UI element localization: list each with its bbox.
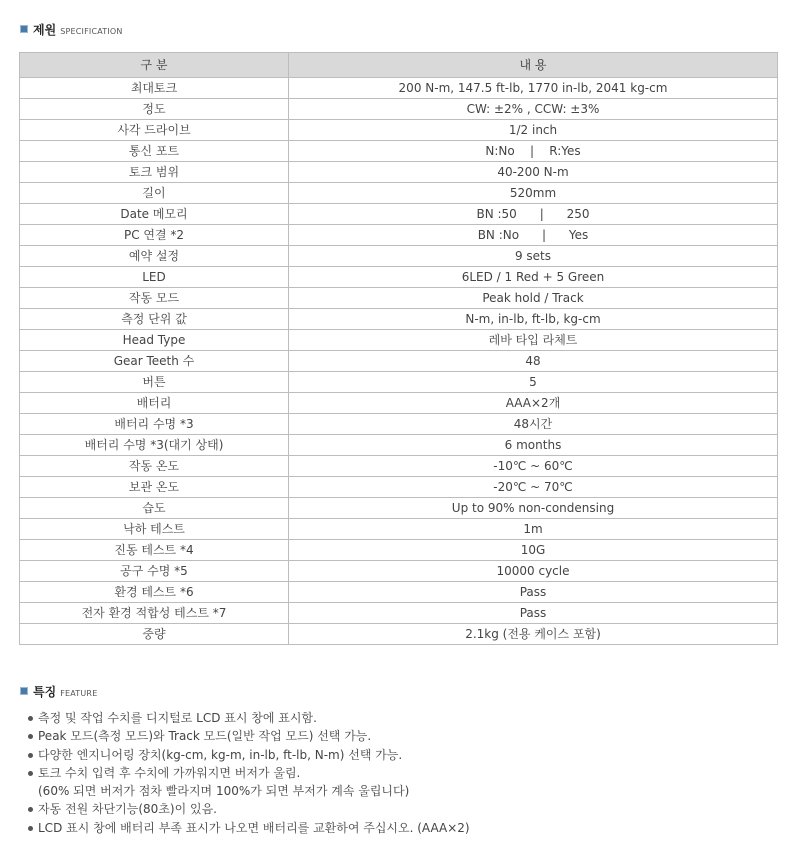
spec-row-label: 사각 드라이브 bbox=[20, 120, 289, 141]
table-row bbox=[20, 162, 778, 183]
spec-row-value: 1m bbox=[289, 519, 778, 540]
spec-row-label: 통신 포트 bbox=[20, 141, 289, 162]
spec-row-value: 레바 타입 라체트 bbox=[289, 330, 778, 351]
spec-section-heading bbox=[20, 21, 123, 38]
table-row bbox=[20, 330, 778, 351]
spec-row-label: 작동 온도 bbox=[20, 456, 289, 477]
spec-row-label: Head Type bbox=[20, 330, 289, 351]
spec-row-label: 최대토크 bbox=[20, 78, 289, 99]
table-row bbox=[20, 414, 778, 435]
spec-row-label: 배터리 수명 *3(대기 상태) bbox=[20, 435, 289, 456]
table-row bbox=[20, 99, 778, 120]
table-row bbox=[20, 120, 778, 141]
spec-row-value: AAA×2개 bbox=[289, 393, 778, 414]
spec-row-label: PC 연결 *2 bbox=[20, 225, 289, 246]
feature-text: 자동 전원 차단기능(80초)이 있음. bbox=[38, 802, 217, 817]
feature-text: Peak 모드(측정 모드)와 Track 모드(일반 작업 모드) 선택 가능. bbox=[38, 729, 372, 744]
spec-row-value: 48시간 bbox=[289, 414, 778, 435]
table-row bbox=[20, 309, 778, 330]
spec-row-value: -20℃ ~ 70℃ bbox=[289, 477, 778, 498]
table-row bbox=[20, 498, 778, 519]
spec-col-label-header: 구 분 bbox=[20, 53, 289, 78]
spec-col-value-header: 내 용 bbox=[289, 53, 778, 78]
spec-row-value: 520mm bbox=[289, 183, 778, 204]
spec-row-value: 48 bbox=[289, 351, 778, 372]
feature-text: 토크 수치 입력 후 수치에 가까워지면 버저가 울림. bbox=[38, 765, 301, 780]
spec-row-value: 9 sets bbox=[289, 246, 778, 267]
bullet-dot-icon bbox=[28, 771, 33, 776]
feature-list bbox=[26, 709, 786, 837]
table-row bbox=[20, 267, 778, 288]
spec-row-label: 토크 범위 bbox=[20, 162, 289, 183]
feature-section-heading bbox=[20, 683, 97, 700]
spec-row-value: Peak hold / Track bbox=[289, 288, 778, 309]
spec-row-value: 40-200 N-m bbox=[289, 162, 778, 183]
spec-row-label: 길이 bbox=[20, 183, 289, 204]
bullet-dot-icon bbox=[28, 826, 33, 831]
spec-row-value: 10000 cycle bbox=[289, 561, 778, 582]
list-item bbox=[26, 819, 786, 837]
table-row bbox=[20, 519, 778, 540]
list-item bbox=[26, 764, 786, 782]
feature-text: LCD 표시 창에 배터리 부족 표시가 나오면 배터리를 교환하여 주십시오. (AAA×2) bbox=[38, 820, 470, 835]
spec-row-value: N-m, in-lb, ft-lb, kg-cm bbox=[289, 309, 778, 330]
spec-row-label: LED bbox=[20, 267, 289, 288]
table-row bbox=[20, 477, 778, 498]
spec-row-value: 6 months bbox=[289, 435, 778, 456]
table-row bbox=[20, 561, 778, 582]
spec-row-value: 5 bbox=[289, 372, 778, 393]
feature-text: 다양한 엔지니어링 장치(kg-cm, kg-m, in-lb, ft-lb, N-m) 선택 가능. bbox=[38, 747, 403, 762]
table-row bbox=[20, 603, 778, 624]
spec-row-value: BN :50 | 250 bbox=[289, 204, 778, 225]
table-row bbox=[20, 225, 778, 246]
spec-row-label: 낙하 테스트 bbox=[20, 519, 289, 540]
bullet-dot-icon bbox=[28, 734, 33, 739]
spec-row-label: 습도 bbox=[20, 498, 289, 519]
spec-row-value: 2.1kg (전용 케이스 포함) bbox=[289, 624, 778, 645]
spec-row-label: Gear Teeth 수 bbox=[20, 351, 289, 372]
table-row bbox=[20, 141, 778, 162]
bullet-dot-icon bbox=[28, 807, 33, 812]
spec-row-value: 6LED / 1 Red + 5 Green bbox=[289, 267, 778, 288]
spec-table bbox=[19, 52, 778, 645]
spec-row-label: 버튼 bbox=[20, 372, 289, 393]
spec-row-label: 배터리 수명 *3 bbox=[20, 414, 289, 435]
spec-row-value: 200 N-m, 147.5 ft-lb, 1770 in-lb, 2041 kg-cm bbox=[289, 78, 778, 99]
table-row bbox=[20, 183, 778, 204]
table-row bbox=[20, 435, 778, 456]
spec-row-label: 공구 수명 *5 bbox=[20, 561, 289, 582]
spec-row-label: 배터리 bbox=[20, 393, 289, 414]
spec-row-label: 환경 테스트 *6 bbox=[20, 582, 289, 603]
spec-row-value: Up to 90% non-condensing bbox=[289, 498, 778, 519]
table-row bbox=[20, 288, 778, 309]
list-item bbox=[26, 782, 786, 800]
table-row bbox=[20, 246, 778, 267]
table-row bbox=[20, 582, 778, 603]
table-row bbox=[20, 624, 778, 645]
spec-row-value: 10G bbox=[289, 540, 778, 561]
square-bullet-icon bbox=[20, 25, 28, 33]
spec-row-label: 진동 테스트 *4 bbox=[20, 540, 289, 561]
spec-row-label: 보관 온도 bbox=[20, 477, 289, 498]
spec-row-value: CW: ±2% , CCW: ±3% bbox=[289, 99, 778, 120]
list-item bbox=[26, 727, 786, 745]
list-item bbox=[26, 709, 786, 727]
spec-row-value: -10℃ ~ 60℃ bbox=[289, 456, 778, 477]
spec-row-label: 중량 bbox=[20, 624, 289, 645]
list-item bbox=[26, 746, 786, 764]
spec-row-value: N:No | R:Yes bbox=[289, 141, 778, 162]
spec-row-value: 1/2 inch bbox=[289, 120, 778, 141]
spec-row-value: BN :No | Yes bbox=[289, 225, 778, 246]
spec-row-value: Pass bbox=[289, 603, 778, 624]
spec-row-label: 정도 bbox=[20, 99, 289, 120]
spec-row-label: 전자 환경 적합성 테스트 *7 bbox=[20, 603, 289, 624]
table-row bbox=[20, 393, 778, 414]
bullet-dot-icon bbox=[28, 753, 33, 758]
table-row bbox=[20, 456, 778, 477]
spec-heading-korean: 제원 bbox=[33, 23, 57, 37]
spec-heading-english: SPECIFICATION bbox=[60, 27, 123, 36]
feature-text: (60% 되면 버저가 점차 빨라지며 100%가 되면 부저가 계속 울립니다) bbox=[38, 784, 410, 799]
feature-text: 측정 및 작업 수치를 디지털로 LCD 표시 창에 표시함. bbox=[38, 711, 317, 725]
spec-table-header-row bbox=[20, 53, 778, 78]
table-row bbox=[20, 351, 778, 372]
table-row bbox=[20, 204, 778, 225]
table-row bbox=[20, 78, 778, 99]
list-item bbox=[26, 800, 786, 818]
square-bullet-icon bbox=[20, 687, 28, 695]
bullet-dot-icon bbox=[28, 716, 33, 721]
spec-row-label: 예약 설정 bbox=[20, 246, 289, 267]
table-row bbox=[20, 372, 778, 393]
feature-heading-korean: 특징 bbox=[33, 685, 57, 699]
feature-heading-english: FEATURE bbox=[60, 689, 98, 698]
spec-row-label: 작동 모드 bbox=[20, 288, 289, 309]
spec-row-value: Pass bbox=[289, 582, 778, 603]
spec-row-label: Date 메모리 bbox=[20, 204, 289, 225]
spec-row-label: 측정 단위 값 bbox=[20, 309, 289, 330]
table-row bbox=[20, 540, 778, 561]
